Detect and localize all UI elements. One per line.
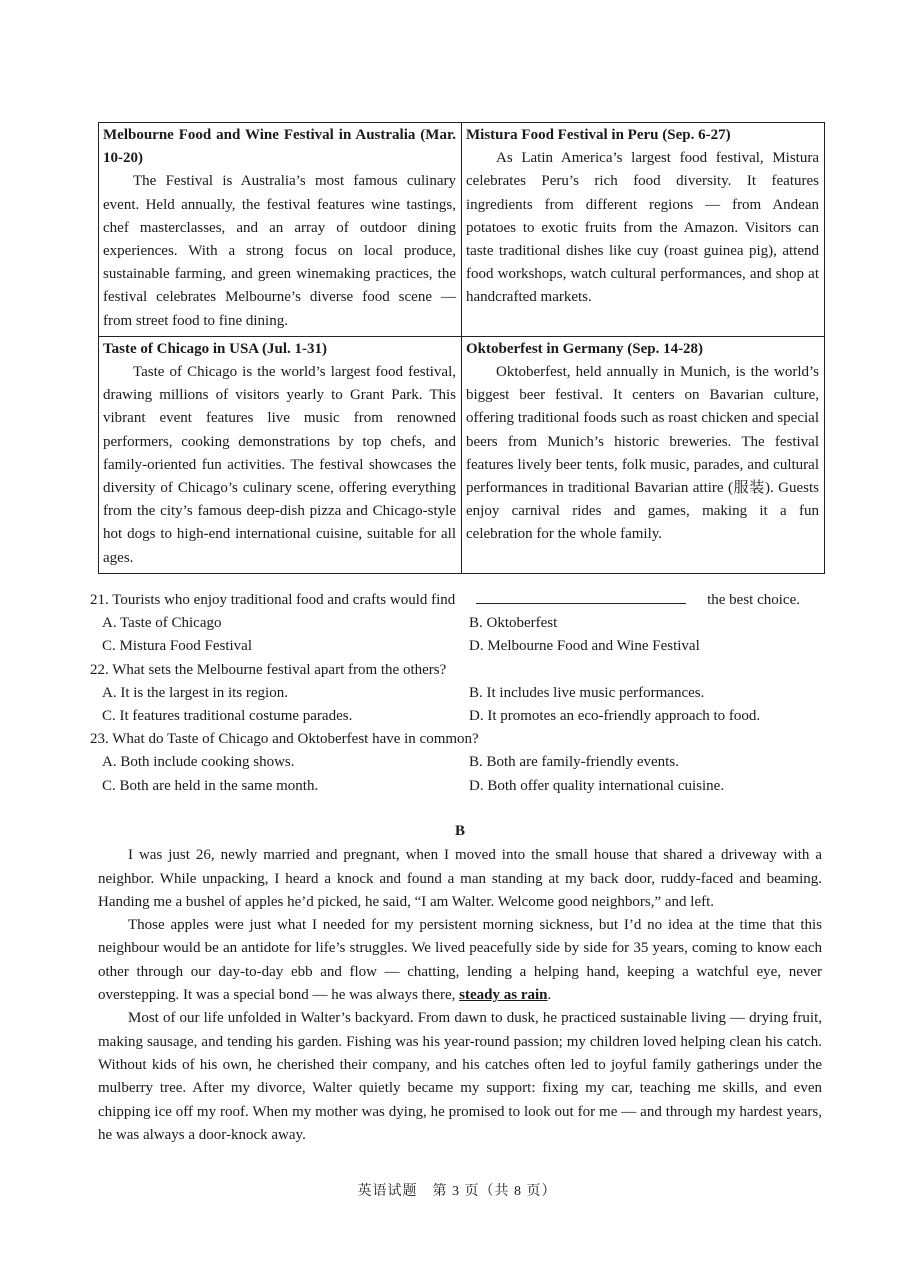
- option: D. Both offer quality international cuisine.: [469, 777, 725, 794]
- cell-body: As Latin America’s largest food festival, Mistura celebrates Peru’s rich food diversity. It features ingredients from different regions — from Andean potatoes to exotic fruits from the Amazon. Visitors can taste traditional dishes like cuy (roast guinea pig), attend food workshops, watch cultural performances, and shop at handcrafted markets.: [466, 150, 819, 306]
- paragraph-text: .: [547, 987, 552, 1004]
- festival-table: [98, 122, 825, 574]
- cell-title: Taste of Chicago in USA (Jul. 1-31): [103, 340, 328, 357]
- passage-b: [98, 820, 822, 1147]
- underlined-phrase: steady as rain: [459, 987, 548, 1004]
- question-21: [90, 589, 800, 612]
- paragraph: [98, 914, 822, 1007]
- cell-body: Oktoberfest, held annually in Munich, is the world’s biggest beer festival. It centers on Bavarian culture, offering traditional foods such as roast chicken and special beers from Munich’s historic breweries. The festival features lively beer tents, folk music, parades, and cultural performances in traditional Bavarian attire (服装). Guests enjoy carnival rides and games, making it a fun celebration for the whole family.: [466, 364, 819, 543]
- option: A. Taste of Chicago: [102, 615, 222, 632]
- melbourne-cell: [99, 123, 462, 337]
- option: C. Both are held in the same month.: [102, 777, 319, 794]
- oktoberfest-cell: [462, 336, 825, 573]
- option: D. Melbourne Food and Wine Festival: [469, 638, 700, 655]
- option: B. It includes live music performances.: [469, 684, 705, 701]
- mistura-cell: [462, 123, 825, 337]
- paragraph-text: Those apples were just what I needed for my persistent morning sickness, but I’d no idea at the time that this neighbour would be an antidote for life’s struggles. We lived peacefully side by side for 35 years, coming to know each other through our day-to-day ebb and flow — chatting, lending a helping hand, keeping a watchful eye, never overstepping. It was a special bond — he was always there,: [98, 917, 822, 1004]
- section-title: B: [454, 823, 465, 839]
- cell-title: Melbourne Food and Wine Festival in Australia (Mar. 10-20): [103, 127, 456, 167]
- questions: [90, 589, 810, 798]
- option: A. Both include cooking shows.: [102, 754, 295, 771]
- paragraph: Most of our life unfolded in Walter’s backyard. From dawn to dusk, he practiced sustainable living — drying fruit, making sausage, and tending his garden. Fishing was his year-round passion; my children loved helping clean his catch. Without kids of his own, he cherished their company, and his catches often led to joyful family gatherings under the mulberry tree. After my divorce, Walter quietly became my support: fixing my car, teaching me skills, and even chipping ice off my roof. When my mother was dying, he promised to look out for me — and through my hardest years, he was always a door-knock away.: [98, 1010, 822, 1143]
- answer-blank: [476, 589, 686, 604]
- page-footer: 英语试题 第 3 页（共 8 页）: [357, 1184, 557, 1199]
- question-stem-end: the best choice.: [707, 592, 800, 608]
- cell-title: Oktoberfest in Germany (Sep. 14-28): [466, 340, 704, 357]
- option: A. It is the largest in its region.: [102, 684, 288, 701]
- option: D. It promotes an eco-friendly approach to food.: [469, 708, 761, 725]
- option: C. It features traditional costume parades.: [102, 708, 353, 725]
- question-23: 23. What do Taste of Chicago and Oktoberfest have in common?: [90, 731, 479, 748]
- question-stem: 21. Tourists who enjoy traditional food and crafts would find: [90, 592, 456, 608]
- cell-body: The Festival is Australia’s most famous culinary event. Held annually, the festival features wine tastings, chef masterclasses, and an array of outdoor dining experiences. With a strong focus on local produce, sustainable farming, and green winemaking practices, the festival celebrates Melbourne’s diverse food scene — from street food to fine dining.: [103, 173, 456, 329]
- cell-title: Mistura Food Festival in Peru (Sep. 6-27): [466, 127, 731, 143]
- option: C. Mistura Food Festival: [102, 638, 253, 655]
- chicago-cell: [99, 336, 462, 573]
- paragraph: I was just 26, newly married and pregnant, when I moved into the small house that shared a driveway with a neighbor. While unpacking, I heard a knock and found a man standing at my back door, ruddy-faced and beaming. Handing me a bushel of apples he’d picked, he said, “I am Walter. Welcome good neighbors,” and left.: [98, 847, 822, 910]
- option: B. Both are family-friendly events.: [469, 754, 679, 771]
- cell-body: Taste of Chicago is the world’s largest food festival, drawing millions of visitors yearly to Grant Park. This vibrant event features live music from renowned performers, cooking demonstrations by top chefs, and family-oriented fun activities. The festival showcases the diversity of Chicago’s culinary scene, offering everything from the city’s famous deep-dish pizza and Chicago-style hot dogs to high-end international cuisine, suitable for all ages.: [103, 364, 456, 566]
- option: B. Oktoberfest: [469, 615, 558, 632]
- question-22: 22. What sets the Melbourne festival apart from the others?: [90, 661, 447, 678]
